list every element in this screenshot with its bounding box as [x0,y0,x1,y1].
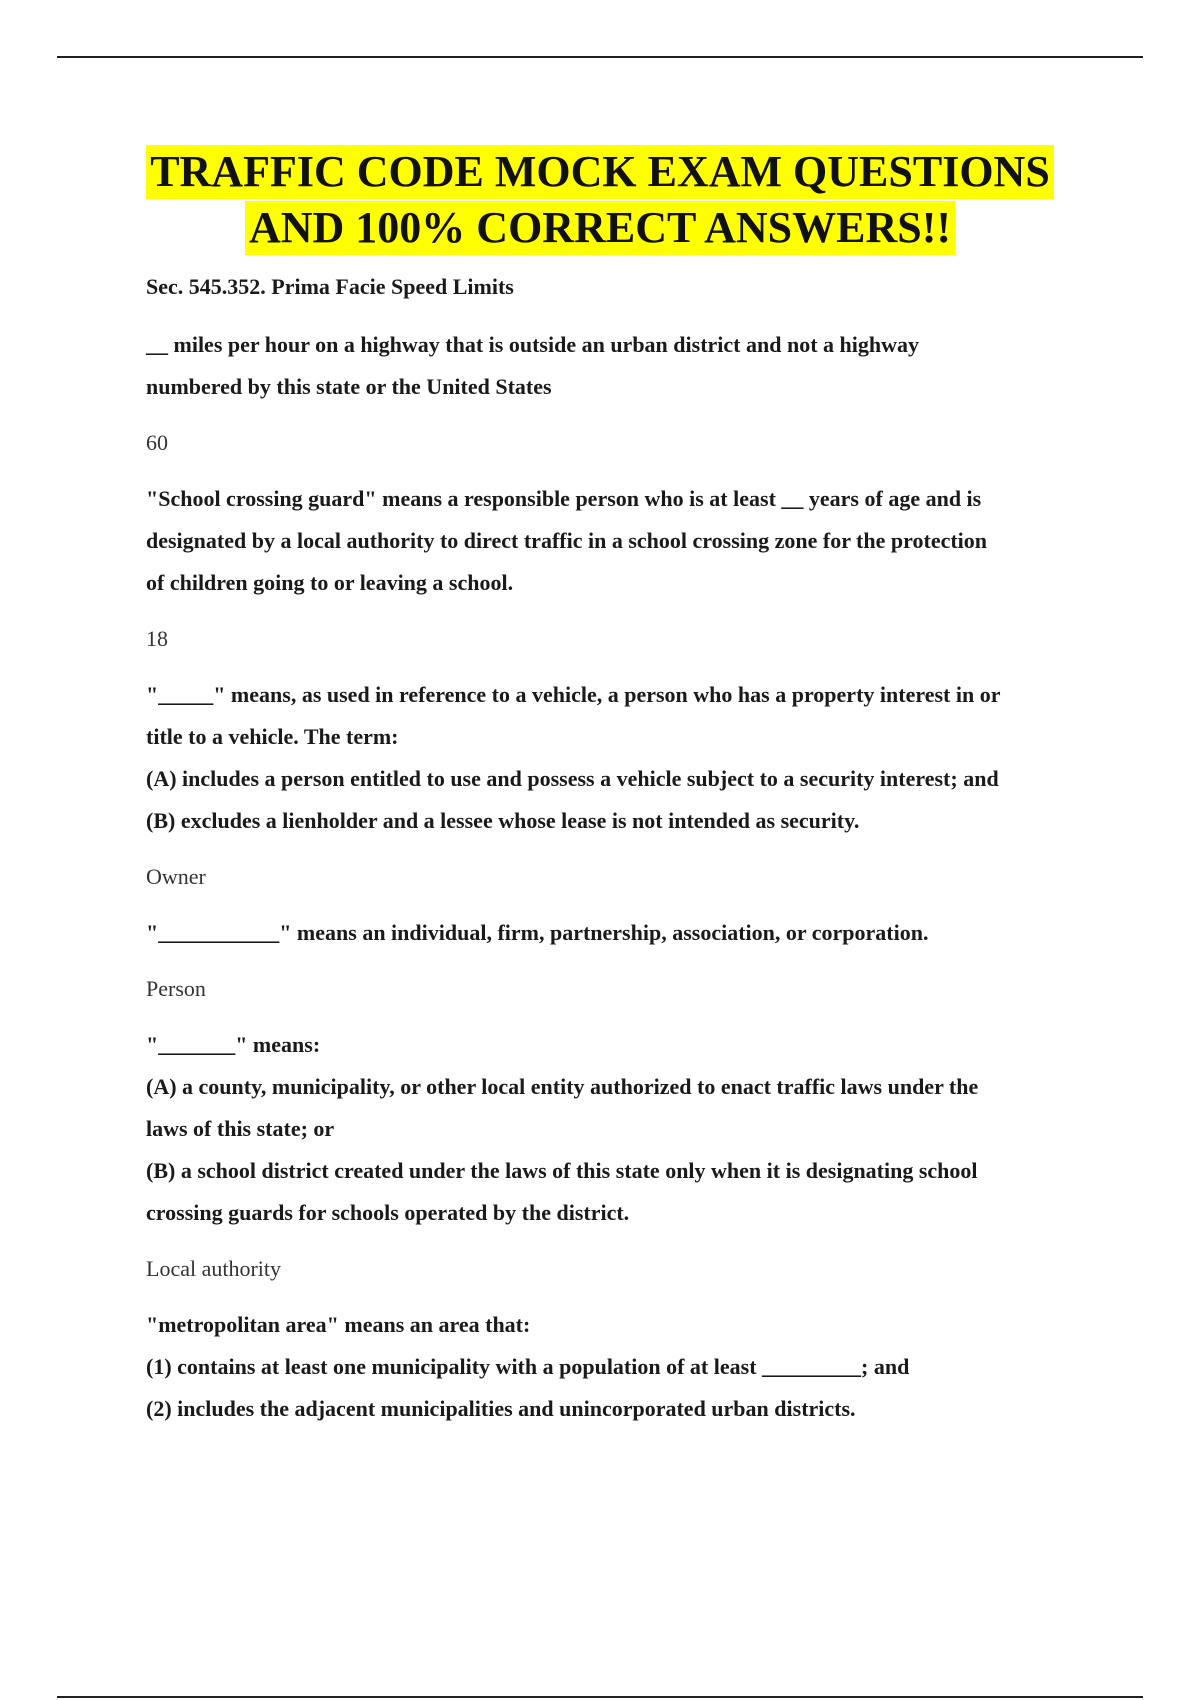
question-line: of children going to or leaving a school. [146,570,514,595]
document-title [0,145,1200,255]
question [146,324,1096,408]
question [146,912,1096,954]
title-line-1: TRAFFIC CODE MOCK EXAM QUESTIONS [146,145,1054,199]
question-line: crossing guards for schools operated by the district. [146,1200,630,1225]
question-line: "_______" means: [146,1032,321,1057]
question-line: (A) includes a person entitled to use and possess a vehicle subject to a security interest; and [146,766,999,791]
question [146,478,1096,604]
question-line: (2) includes the adjacent municipalities and unincorporated urban districts. [146,1396,856,1421]
question-line: "_____" means, as used in reference to a vehicle, a person who has a property interest in or [146,682,1001,707]
bottom-divider [57,1696,1143,1698]
title-line-2: AND 100% CORRECT ANSWERS!! [245,201,955,255]
question-line: "School crossing guard" means a responsible person who is at least __ years of age and is [146,486,982,511]
answer: 18 [146,626,168,651]
top-divider [57,56,1143,58]
question-line: "metropolitan area" means an area that: [146,1312,531,1337]
question [146,1024,1096,1234]
answer: Person [146,976,206,1001]
question-line: designated by a local authority to direct traffic in a school crossing zone for the protection [146,528,988,553]
answer: Local authority [146,1256,282,1281]
question-line: __ miles per hour on a highway that is outside an urban district and not a highway [146,332,919,357]
question-line: (1) contains at least one municipality with a population of at least _________; and [146,1354,910,1379]
document-body [146,266,1096,1444]
question [146,1304,1096,1430]
question-line: "___________" means an individual, firm, partnership, association, or corporation. [146,920,929,945]
question-line: (A) a county, municipality, or other local entity authorized to enact traffic laws under the [146,1074,979,1099]
question-line: (B) excludes a lienholder and a lessee whose lease is not intended as security. [146,808,860,833]
answer: 60 [146,430,168,455]
question [146,674,1096,842]
question-line: title to a vehicle. The term: [146,724,399,749]
question-line: laws of this state; or [146,1116,335,1141]
section-heading: Sec. 545.352. Prima Facie Speed Limits [146,274,514,299]
answer: Owner [146,864,206,889]
question-line: (B) a school district created under the laws of this state only when it is designating school [146,1158,978,1183]
question-line: numbered by this state or the United States [146,374,552,399]
